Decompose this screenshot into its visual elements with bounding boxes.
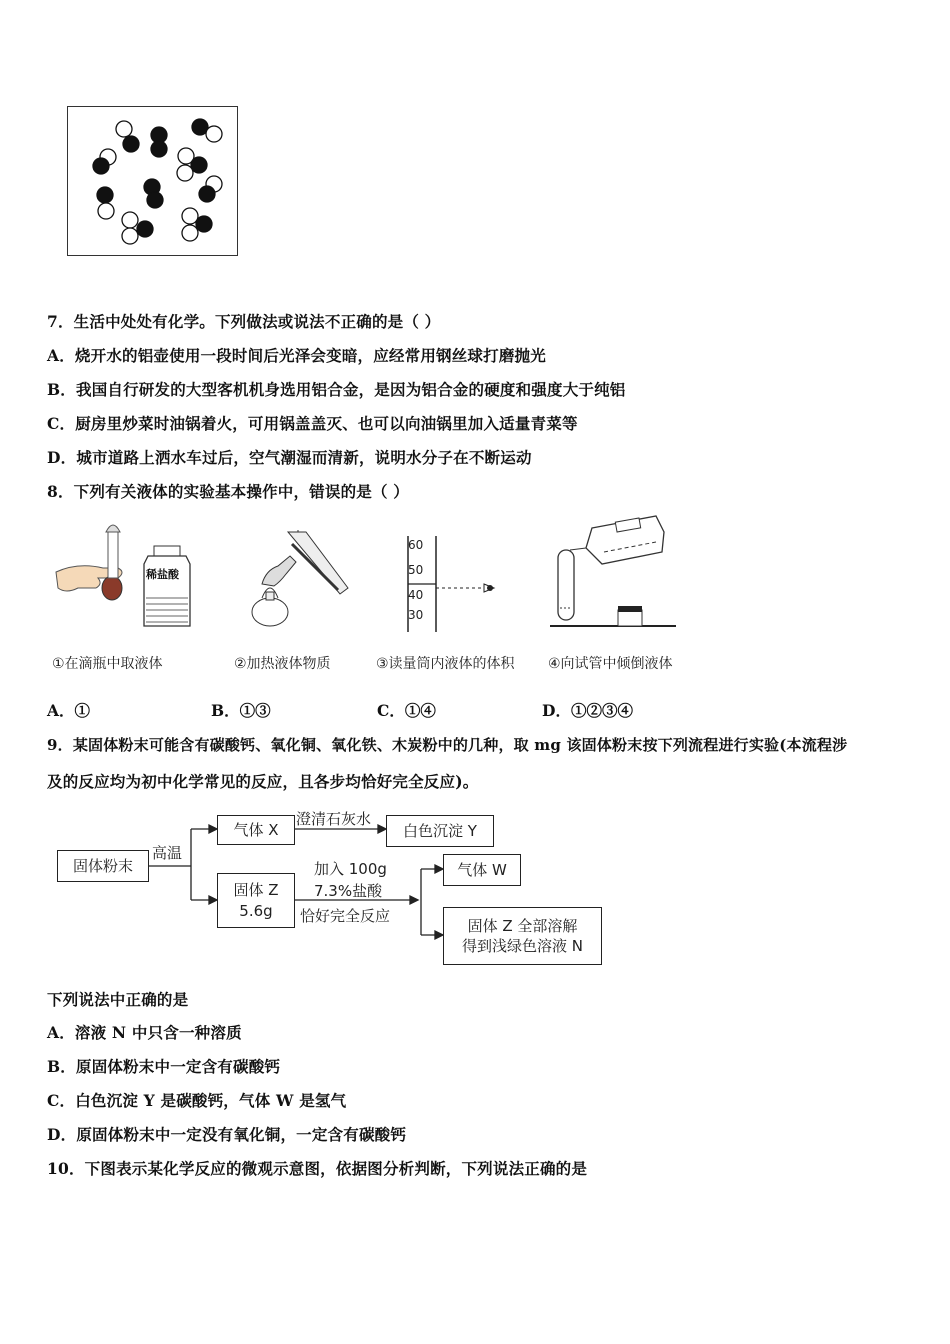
flow-solid-z-label: 固体 Z xyxy=(233,881,279,900)
cylinder-tick-60: 60 xyxy=(408,538,424,552)
q8-option-d[interactable]: D．①②③④ xyxy=(542,701,633,720)
flow-solid-powder: 固体粉末 xyxy=(57,850,149,882)
flow-result xyxy=(443,907,602,965)
q7-option-b[interactable]: B．我国自行研发的大型客机机身选用铝合金，是因为铝合金的硬度和强度大于纯铝 xyxy=(47,380,626,399)
q10-stem: 10．下图表示某化学反应的微观示意图，依据图分析判断，下列说法正确的是 xyxy=(47,1159,588,1178)
flow-result-line1: 固体 Z 全部溶解 xyxy=(467,916,578,935)
flow-acid-conc: 7.3%盐酸 xyxy=(314,882,383,900)
flow-solid-z-mass: 5.6g xyxy=(239,901,273,920)
caption-4: ④向试管中倾倒液体 xyxy=(548,656,673,672)
caption-3: ③读量筒内液体的体积 xyxy=(376,656,515,672)
flow-high-temp: 高温 xyxy=(152,844,183,862)
caption-2: ②加热液体物质 xyxy=(234,656,331,672)
cylinder-tick-50: 50 xyxy=(408,563,424,577)
flow-limewater: 澄清石灰水 xyxy=(296,810,372,828)
q9-option-a[interactable]: A．溶液 N 中只含一种溶质 xyxy=(47,1023,242,1042)
cylinder-tick-30: 30 xyxy=(408,608,424,622)
flow-acid-amount: 加入 100g xyxy=(314,860,387,878)
q8-option-c[interactable]: C．①④ xyxy=(377,701,436,720)
flow-acid-react: 恰好完全反应 xyxy=(300,907,391,925)
q7-option-a[interactable]: A．烧开水的铝壶使用一段时间后光泽会变暗，应经常用钢丝球打磨抛光 xyxy=(47,346,546,365)
q9-prompt: 下列说法中正确的是 xyxy=(47,990,189,1009)
q9-stem-line1: 9．某固体粉末可能含有碳酸钙、氧化铜、氧化铁、木炭粉中的几种，取 mg 该固体粉末按下列流程进行实验(本流程涉 xyxy=(47,736,848,754)
caption-1: ①在滴瓶中取液体 xyxy=(52,656,163,672)
flow-gas-x: 气体 X xyxy=(217,815,295,845)
q9-option-d[interactable]: D．原固体粉末中一定没有氧化铜，一定含有碳酸钙 xyxy=(47,1125,407,1144)
q7-stem: 7．生活中处处有化学。下列做法或说法不正确的是（ ） xyxy=(47,312,441,331)
flow-solid-z xyxy=(217,873,295,928)
q7-option-c[interactable]: C．厨房里炒菜时油锅着火，可用锅盖盖灭、也可以向油锅里加入适量青菜等 xyxy=(47,414,578,433)
flow-precip-y: 白色沉淀 Y xyxy=(386,815,494,847)
q7-option-d[interactable]: D．城市道路上洒水车过后，空气潮湿而清新，说明水分子在不断运动 xyxy=(47,448,532,467)
flow-gas-w: 气体 W xyxy=(443,854,521,886)
q8-option-a[interactable]: A．① xyxy=(47,701,91,720)
q9-option-c[interactable]: C．白色沉淀 Y 是碳酸钙，气体 W 是氢气 xyxy=(47,1091,347,1110)
flow-result-line2: 得到浅绿色溶液 N xyxy=(462,937,583,955)
bottle-label: 稀盐酸 xyxy=(146,568,179,581)
q8-stem: 8．下列有关液体的实验基本操作中，错误的是（ ） xyxy=(47,482,409,501)
cylinder-tick-40: 40 xyxy=(408,588,424,602)
q9-option-b[interactable]: B．原固体粉末中一定含有碳酸钙 xyxy=(47,1057,281,1076)
q9-stem-line2: 及的反应均为初中化学常见的反应，且各步均恰好完全反应)。 xyxy=(47,772,479,791)
q8-option-b[interactable]: B．①③ xyxy=(211,701,271,720)
